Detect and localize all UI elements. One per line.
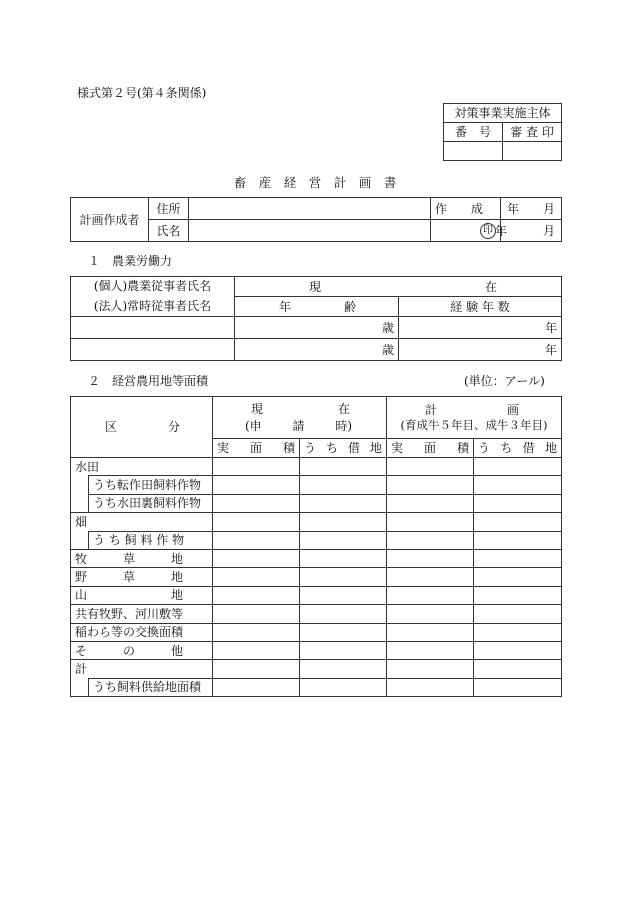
land-value-cell[interactable] [213,458,300,476]
land-row-label: うち水田裏飼料作物 [89,494,213,512]
land-value-cell[interactable] [387,494,474,512]
planner-label: 計画作成者 [71,198,149,242]
corner-box-title: 対策事業実施主体 [444,104,562,123]
land-value-cell[interactable] [474,605,562,623]
labor-exp-2[interactable]: 年 [399,339,562,361]
indent-spacer [71,494,89,512]
land-value-cell[interactable] [387,513,474,531]
age-header [235,297,399,317]
date-ym: 年 月 [431,220,562,242]
land-value-cell[interactable] [387,531,474,549]
current-char-b: 在 [484,279,497,294]
land-row-label: 水田 [71,458,213,476]
land-value-cell[interactable] [474,568,562,586]
land-value-cell[interactable] [387,605,474,623]
land-row [71,513,562,531]
land-value-cell[interactable] [213,623,300,641]
land-value-cell[interactable] [387,476,474,494]
category-header [71,397,213,458]
land-row [71,623,562,641]
land-value-cell[interactable] [387,549,474,567]
land-row [71,531,562,549]
plan-char-b: 画 [507,402,520,417]
age-char-b: 齢 [343,299,356,314]
land-row-label: 畑 [71,513,213,531]
land-value-cell[interactable] [387,623,474,641]
land-row-label: うち飼料供給地面積 [89,678,213,696]
land-row [71,494,562,512]
land-value-cell[interactable] [300,458,387,476]
land-row [71,660,562,678]
labor-name-line1: (個人)農業従事者氏名 [93,279,212,294]
land-value-cell[interactable] [300,568,387,586]
land-row [71,568,562,586]
date-created: 作 成 年 月 [431,198,562,220]
current-char-a: 現 [309,279,322,294]
land-row-label: うち転作田飼料作物 [89,476,213,494]
land-value-cell[interactable] [213,549,300,567]
category-char-a: 区 [105,420,118,434]
age-char-a: 年 [279,299,292,314]
form-number: 様式第２号(第４条関係) [77,86,207,100]
labor-name-2[interactable] [71,339,235,361]
land-table [70,396,562,697]
land-value-cell[interactable] [300,678,387,696]
labor-table [70,276,562,361]
land-value-cell[interactable] [300,586,387,604]
section2-unit: (単位：アール) [464,374,545,388]
plan-leased-header: う ち 借 地 [474,439,562,458]
current-sub-3: 時) [335,418,353,433]
land-value-cell[interactable] [387,568,474,586]
section1-heading: １ 農業労働力 [88,254,173,268]
land-value-cell[interactable] [300,549,387,567]
current-sub-2: 請 [292,418,305,433]
land-row-label: 牧 草 地 [71,549,213,567]
experience-header: 経 験 年 数 [399,297,562,317]
land-row [71,476,562,494]
planner-date [430,197,562,242]
land-value-cell[interactable] [300,494,387,512]
current-actual-header: 実 面 積 [213,439,300,458]
number-cell[interactable] [444,142,503,161]
land-value-cell[interactable] [213,660,300,678]
land-value-cell[interactable] [213,678,300,696]
seal-icon: 印 [480,223,496,239]
land-value-cell[interactable] [474,678,562,696]
current-header [213,397,387,439]
land-row-label: 共有牧野、河川敷等 [71,605,213,623]
category-char-b: 分 [167,420,180,434]
indent-spacer [71,531,89,549]
name-label: 氏名 [149,220,189,242]
land-row-label: そ の 他 [71,641,213,659]
land-value-cell[interactable] [474,623,562,641]
indent-spacer [71,678,89,696]
land-value-cell[interactable] [474,494,562,512]
land-value-cell[interactable] [213,513,300,531]
land-row-label: 野 草 地 [71,568,213,586]
labor-name-header [71,277,235,317]
land-value-cell[interactable] [300,623,387,641]
land-value-cell[interactable] [387,641,474,659]
land-row [71,641,562,659]
current-sub-1: (申 [245,418,262,433]
labor-age-1[interactable]: 歳 [235,317,399,339]
land-row-label: 山 地 [71,586,213,604]
land-row [71,586,562,604]
land-value-cell[interactable] [387,660,474,678]
land-row [71,549,562,567]
plan-actual-header: 実 面 積 [387,439,474,458]
land-value-cell[interactable] [213,605,300,623]
land-row-label: 稲わら等の交換面積 [71,623,213,641]
land-value-cell[interactable] [213,494,300,512]
land-value-cell[interactable] [300,531,387,549]
land-value-cell[interactable] [474,458,562,476]
land-row-label: 計 [71,660,213,678]
corner-box [443,103,562,161]
land-value-cell[interactable] [474,641,562,659]
land-value-cell[interactable] [300,660,387,678]
plan-char-a: 計 [425,402,438,417]
land-value-cell[interactable] [213,476,300,494]
number-label: 番 号 [444,123,503,142]
land-value-cell[interactable] [300,641,387,659]
land-current-a: 現 [251,402,264,417]
plan-sub: (育成牛５年目、成牛３年目) [400,417,548,432]
review-cell[interactable] [503,142,562,161]
land-value-cell[interactable] [213,568,300,586]
land-value-cell[interactable] [213,531,300,549]
labor-age-2[interactable]: 歳 [235,339,399,361]
doc-title: 畜 産 経 営 計 画 書 [233,175,397,190]
land-value-cell[interactable] [474,549,562,567]
land-row-label: う ち 飼 料 作 物 [89,531,213,549]
land-row [71,458,562,476]
land-value-cell[interactable] [474,531,562,549]
land-value-cell[interactable] [474,476,562,494]
land-row [71,678,562,696]
labor-current-header [235,277,562,297]
land-value-cell[interactable] [474,586,562,604]
indent-spacer [71,476,89,494]
current-leased-header: う ち 借 地 [300,439,387,458]
land-value-cell[interactable] [300,513,387,531]
land-value-cell[interactable] [387,458,474,476]
address-label: 住所 [149,198,189,220]
land-value-cell[interactable] [213,586,300,604]
labor-name-line2: (法人)常時従事者氏名 [93,298,212,313]
land-value-cell[interactable] [300,476,387,494]
labor-exp-1[interactable]: 年 [399,317,562,339]
land-value-cell[interactable] [474,513,562,531]
land-value-cell[interactable] [387,678,474,696]
land-row [71,605,562,623]
land-value-cell[interactable] [474,660,562,678]
plan-header [387,397,562,439]
land-value-cell[interactable] [213,641,300,659]
land-current-b: 在 [338,402,351,417]
labor-name-1[interactable] [71,317,235,339]
land-value-cell[interactable] [387,586,474,604]
section2-heading: ２ 経営農用地等面積 [88,374,209,388]
review-label: 審 査 印 [503,123,562,142]
land-value-cell[interactable] [300,605,387,623]
